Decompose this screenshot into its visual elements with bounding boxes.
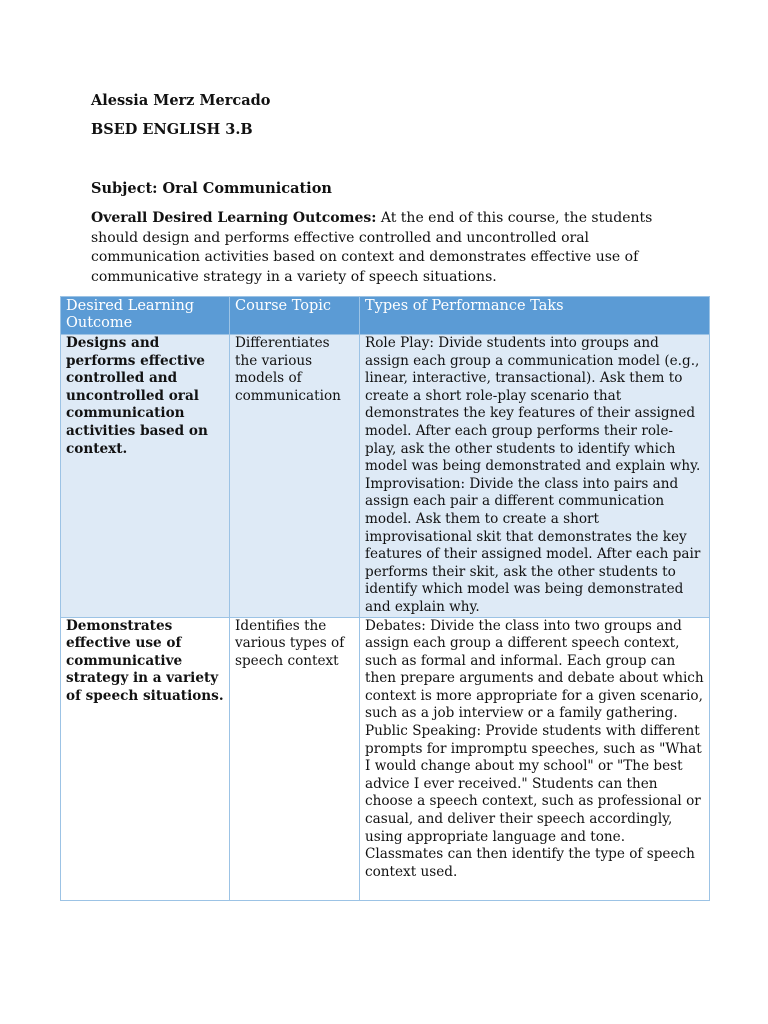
row-tasks	[360, 335, 710, 618]
header-course-topic: Course Topic	[230, 297, 360, 335]
row-outcome: Designs and performs effective controlled and uncontrolled oral communication activities based on context.	[61, 335, 230, 618]
overall-outcomes-label: Overall Desired Learning Outcomes:	[91, 210, 377, 226]
table-row	[61, 617, 710, 900]
student-name: Alessia Merz Mercado	[91, 92, 271, 109]
row-topic: Differentiates the various models of communication	[230, 335, 360, 618]
header-desired-outcome: Desired Learning Outcome	[61, 297, 230, 335]
table-header-row	[61, 297, 710, 335]
task-improvisation: Improvisation: Divide the class into pairs and assign each pair a different communication model. Ask them to create a short improvisational skit that demonstrates the key features of their assigned model. After each pair performs their skit, ask the other students to identify which model was being demonstrated and explain why.	[365, 475, 701, 615]
course-section: BSED ENGLISH 3.B	[91, 121, 253, 138]
row-topic: Identifies the various types of speech context	[230, 617, 360, 900]
table-row	[61, 335, 710, 618]
row-tasks	[360, 617, 710, 900]
overall-outcomes-paragraph	[91, 209, 691, 287]
row-outcome: Demonstrates effective use of communicative strategy in a variety of speech situations.	[61, 617, 230, 900]
learning-plan-table	[60, 296, 710, 901]
task-public-speaking: Public Speaking: Provide students with different prompts for impromptu speeches, such as "What I would change about my school" or "The best advice I ever received." Students can then choose a speech context, such as professional or casual, and deliver their speech accordingly, using appropriate language and tone. Classmates can then identify the type of speech context used.	[365, 723, 702, 880]
header-performance-tasks: Types of Performance Taks	[360, 297, 710, 335]
task-role-play: Role Play: Divide students into groups and assign each group a communication model (e.g., linear, interactive, transactional). Ask them to create a short role-play scenario that demonstrates the key features of their assigned model. After each group performs their role-play, ask the other students to identify which model was being demonstrated and explain why.	[365, 335, 701, 475]
subject-line: Subject: Oral Communication	[91, 180, 332, 197]
task-debates: Debates: Divide the class into two groups and assign each group a different speech context, such as formal and informal. Each group can then prepare arguments and debate about which context is more appropriate for a given scenario, such as a job interview or a family gathering.	[365, 617, 704, 722]
overall-outcomes-text: At the end of this course, the students should design and performs effective controlled and uncontrolled oral communication activities based on context and demonstrates effective use of communicative strategy in a variety of speech situations.	[91, 210, 653, 285]
